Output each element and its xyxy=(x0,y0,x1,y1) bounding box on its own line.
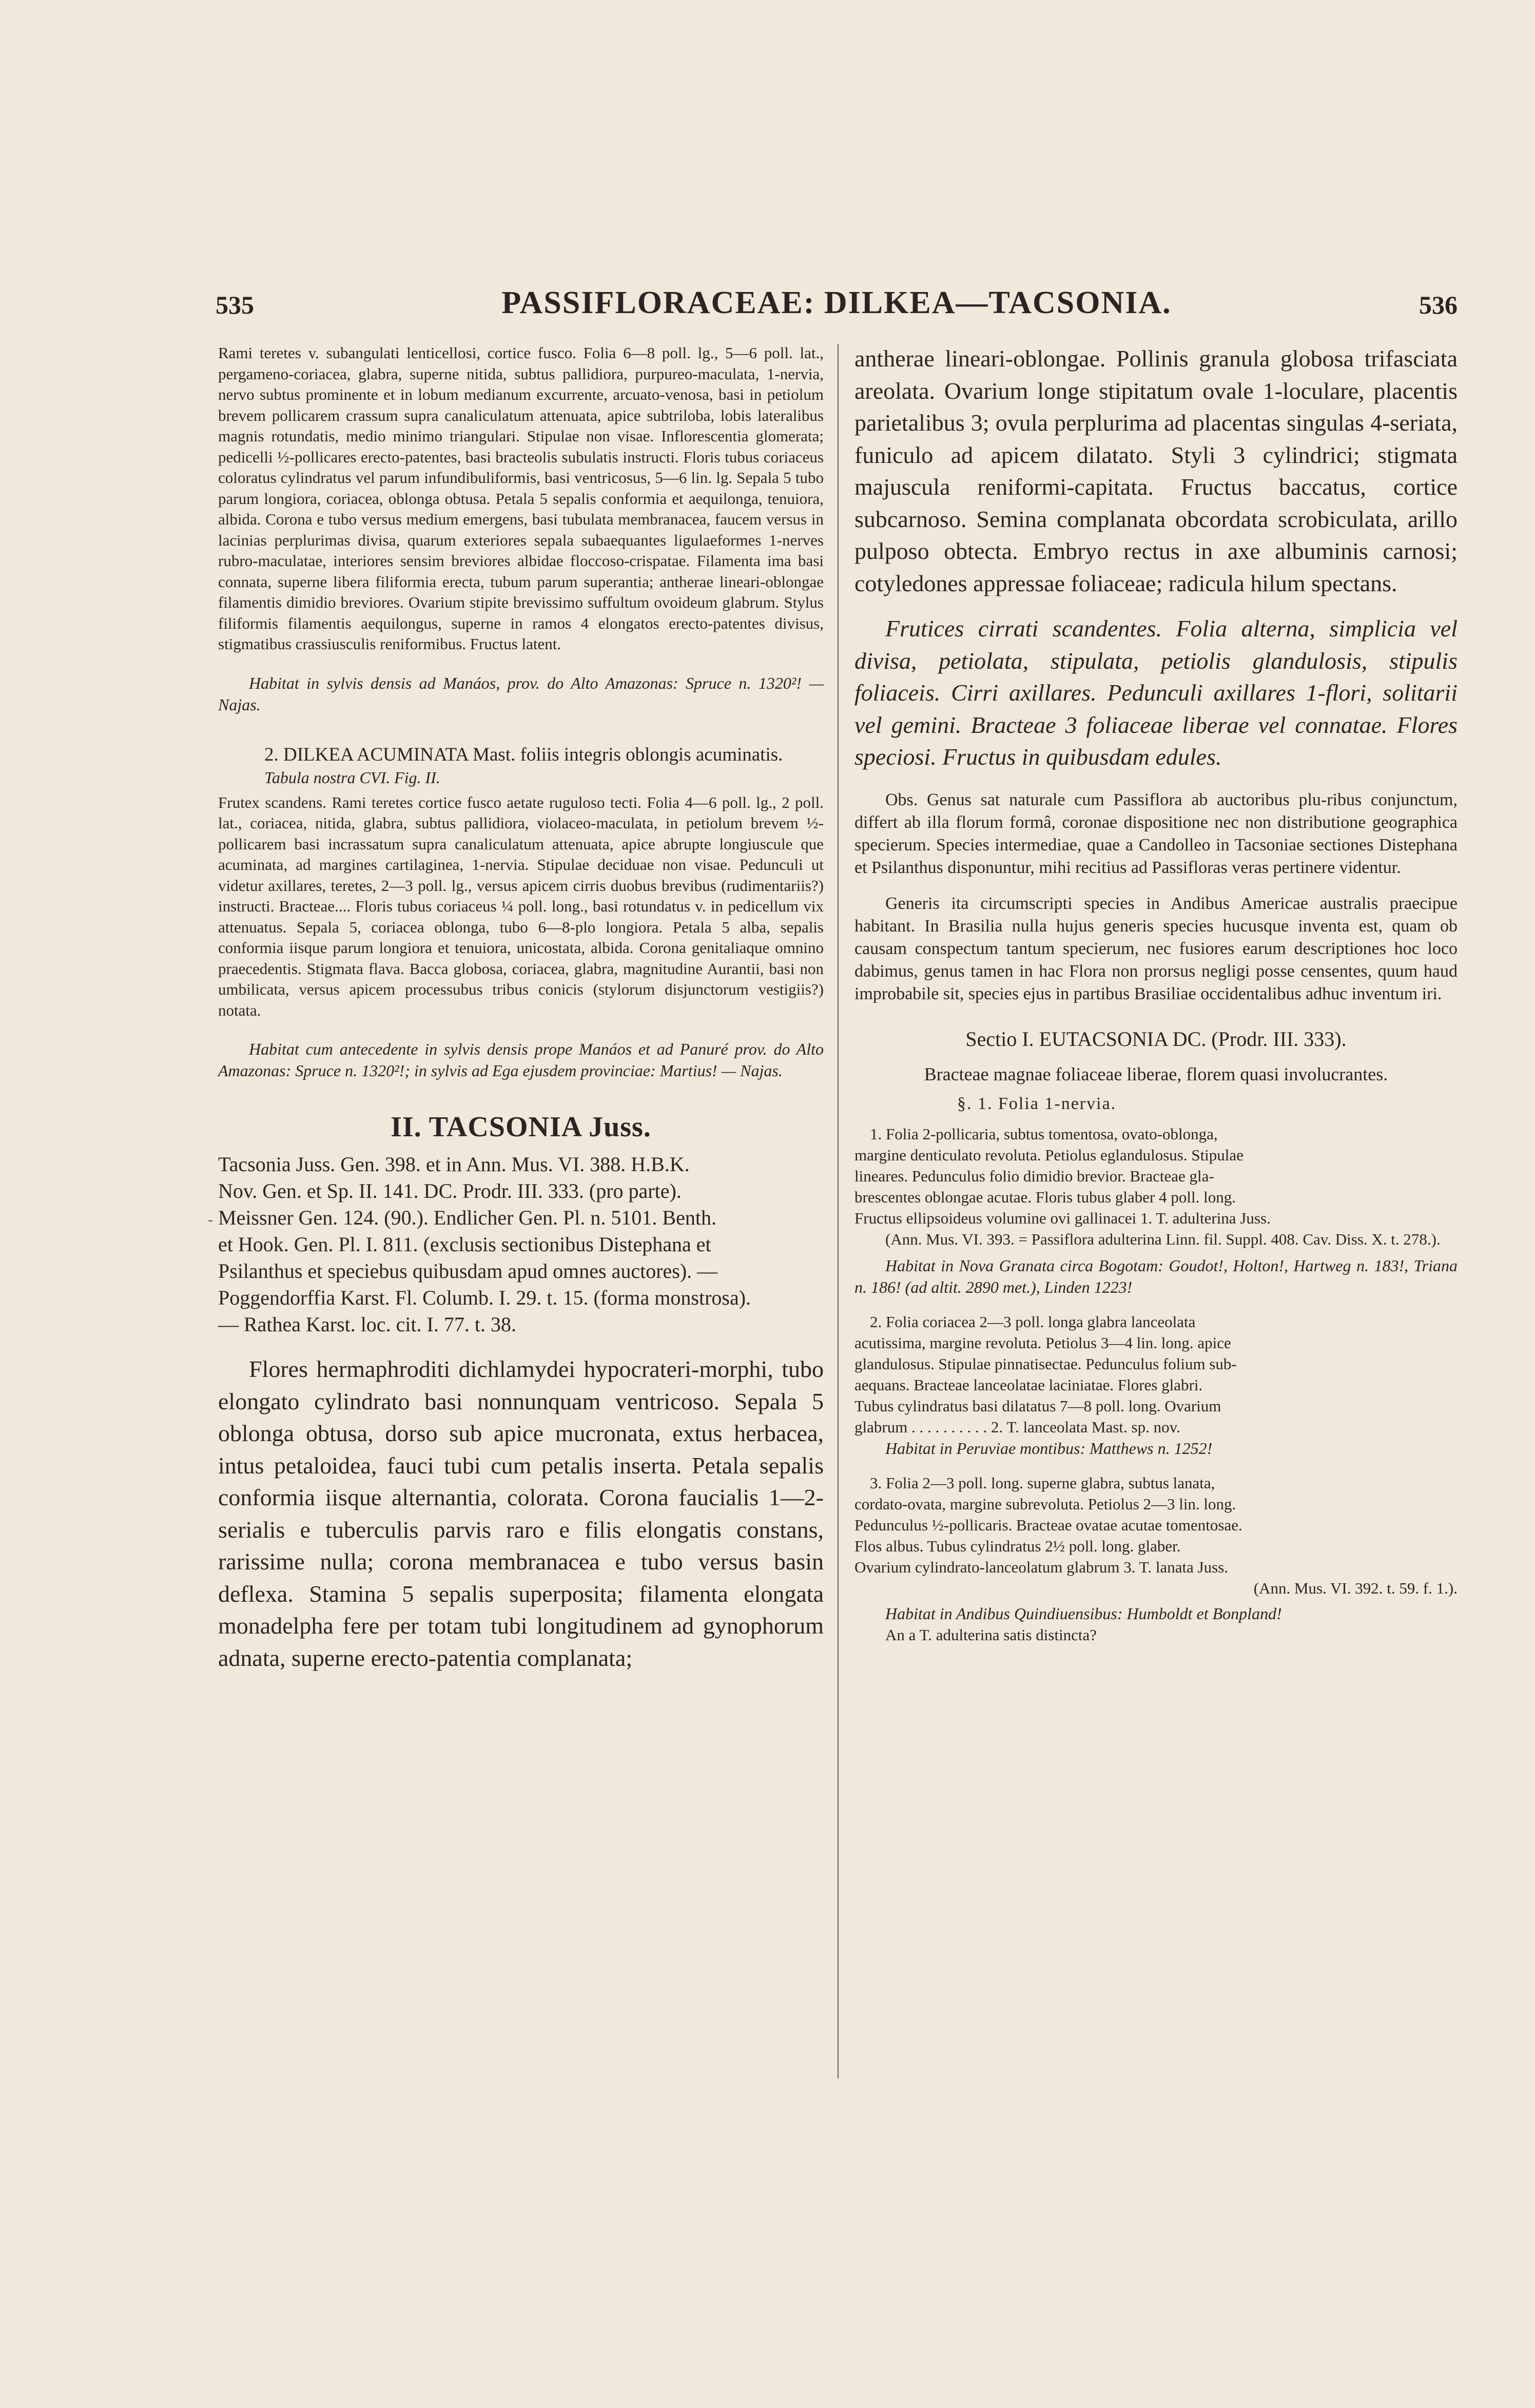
reference-line: et Hook. Gen. Pl. I. 811. (exclusis sectionibus Distephana et xyxy=(218,1233,711,1256)
key-line: 1. Folia 2-pollicaria, subtus tomentosa, ovato-oblonga, xyxy=(870,1124,1218,1143)
genus-diagnosis: Frutices cirrati scandentes. Folia alterna, simplicia vel divisa, petiolata, stipulata, petiolis glandulosis, stipulis foliaceis. Cirri axillares. Pedunculi axillares 1-flori, solitarii vel gemini. Bracteae 3 foliaceae liberae vel connatae. Flores speciosi. Fructus in quibusdam edules. xyxy=(854,615,1458,770)
key-line: cordato-ovata, margine subrevoluta. Petiolus 2—3 lin. long. xyxy=(854,1494,1236,1513)
habitat-note: Habitat cum antecedente in sylvis densis prope Manáos et ad Panuré prov. do Alto Amazonas: Spruce n. 1320²!; in sylvis ad Ega ejusdem provinciae: Martius! — Najas. xyxy=(218,1040,824,1080)
running-title: PASSIFLORACEAE: DILKEA—TACSONIA. xyxy=(501,285,1172,320)
key-line: Flos albus. Tubus cylindratus 2½ poll. long. glaber. xyxy=(854,1537,1181,1555)
reference-line: Psilanthus et speciebus quibusdam apud omnes auctores). — xyxy=(218,1259,718,1283)
subsection-heading: §. 1. Folia 1-nervia. xyxy=(957,1094,1117,1113)
page-number-left: 535 xyxy=(216,290,254,319)
key-reference: (Ann. Mus. VI. 393. = Passiflora adulterina Linn. fil. Suppl. 408. Cav. Diss. X. t. 278.). xyxy=(885,1230,1441,1248)
habitat-note: Habitat in Nova Granata circa Bogotam: Goudot!, Holton!, Hartweg n. 183!, Triana n. 186! (ad altit. 2890 met.), Linden 1223! xyxy=(854,1256,1458,1296)
habitat-note: Habitat in sylvis densis ad Manáos, prov. do Alto Amazonas: Spruce n. 1320²! — Najas. xyxy=(218,673,824,714)
key-line: lineares. Pedunculus folio dimidio brevior. Bracteae gla- xyxy=(854,1167,1214,1185)
key-line: margine denticulato revoluta. Petiolus eglandulosus. Stipulae xyxy=(854,1145,1243,1164)
species-key-entry xyxy=(854,1311,1458,1438)
reference-line: Poggendorffia Karst. Fl. Columb. I. 29. t. 15. (forma monstrosa). xyxy=(218,1286,751,1309)
observation-paragraph: Generis ita circumscripti species in Andibus Americae australis praecipue habitant. In Brasilia nulla hujus generis species hucusque inventa est, quam ob causam conspectum tantum specierum, nec fusiores earum descriptiones hoc loco dabimus, genus tamen in hac Flora non prorsus negligi posse censentes, quum haud improbabile sit, species ejus in partibus Brasiliae occidentalibus adhuc inventum iri. xyxy=(854,894,1458,1003)
key-line: brescentes oblongae acutae. Floris tubus glaber 4 poll. long. xyxy=(854,1188,1236,1206)
page-header xyxy=(216,285,1458,331)
reference-line: Meissner Gen. 124. (90.). Endlicher Gen. Pl. n. 5101. Benth. xyxy=(218,1206,716,1229)
key-line: 3. Folia 2—3 poll. long. superne glabra, subtus lanata, xyxy=(870,1473,1215,1492)
key-line: glandulosus. Stipulae pinnatisectae. Pedunculus folium sub- xyxy=(854,1354,1237,1373)
species-key-entry xyxy=(854,1472,1458,1599)
key-line: Ovarium cylindrato-lanceolatum glabrum 3. T. lanata Juss. xyxy=(854,1558,1229,1576)
dilkea-acuminata-description: Frutex scandens. Rami teretes cortice fusco aetate ruguloso tecti. Folia 4—6 poll. lg., 2 poll. lat., coriacea, nitida, glabra, subtus pallidiora, violaceo-maculata, in petiolum brevem ½-pollicarem basi incrassatum supra canaliculatum attenuata, apice abrupte longiuscule que acuminata, ad margines cartilaginea, 1-nervia. Stipulae deciduae non visae. Pedunculi ut videtur axillares, teretes, 2—3 poll. lg., versus apicem cirris duobus brevibus (rudimentariis?) instructi. Bracteae.... Floris tubus coriaceus ¼ poll. long., basi rotundatus v. in pedicellum vix attenuatus. Sepala 5, coriacea oblonga, tubo 6—8-plo longiora. Petala 5 alba, sepalis conformia iisque parum longiora et tenuiora, unicostata, albida. Corona genitaliaque omnino praecedentis. Stigmata flava. Bacca globosa, coriacea, glabra, magnitudine Aurantii, basi non umbilicata, versus apicem processubus tribus conicis (stylorum disjunctorum vestigiis?) notata. xyxy=(218,793,824,1019)
key-line: Tubus cylindratus basi dilatatus 7—8 poll. long. Ovarium xyxy=(854,1396,1221,1415)
right-column xyxy=(854,343,1458,1645)
genus-description: Flores hermaphroditi dichlamydei hypocrateri-morphi, tubo elongato cylindrato basi nonnunquam ventricoso. Sepala 5 oblonga obtusa, dorso sub apice mucronata, extus herbacea, intus petaloidea, fauci tubi cum petalis inserta. Petala sepalis conformia iisque alternantia, colorata. Corona faucialis 1—2-serialis e tuberculis parvis raro e filis elongatis constans, rarissime nulla; corona membranacea e tubo versus basin deflexa. Stamina 5 sepalis superposita; filamenta elongata monadelpha fere per totam tubi longitudinem ad gynophorum adnata, superne erecto-patentia complanata; xyxy=(218,1356,824,1671)
margin-mark: - xyxy=(208,1211,213,1228)
species-heading: 2. DILKEA ACUMINATA Mast. foliis integris oblongis acuminatis. xyxy=(264,744,783,765)
plate-reference: Tabula nostra CVI. Fig. II. xyxy=(264,768,440,787)
species-key-entry xyxy=(854,1123,1458,1229)
key-line: Fructus ellipsoideus volumine ovi gallinacei 1. T. adulterina Juss. xyxy=(854,1209,1271,1227)
habitat-note: Habitat in Peruviae montibus: Matthews n. 1252! xyxy=(885,1439,1213,1458)
reference-line: Tacsonia Juss. Gen. 398. et in Ann. Mus. VI. 388. H.B.K. xyxy=(218,1153,690,1176)
left-column xyxy=(218,343,824,1674)
genus-references xyxy=(218,1151,824,1338)
key-line: Pedunculus ½-pollicaris. Bracteae ovatae acutae tomentosae. xyxy=(854,1516,1242,1534)
genus-heading: II. TACSONIA Juss. xyxy=(391,1111,651,1143)
page-number-right: 536 xyxy=(1419,290,1458,319)
key-line: 2. Folia coriacea 2—3 poll. longa glabra lanceolata xyxy=(870,1312,1196,1331)
key-reference: (Ann. Mus. VI. 392. t. 59. f. 1.). xyxy=(1253,1579,1458,1597)
genus-description-continued: antherae lineari-oblongae. Pollinis granula globosa trifasciata areolata. Ovarium longe stipitatum ovale 1-loculare, placentis parietalibus 3; ovula perplurima ad placentas singulas 4-seriata, funiculo ad apicem dilatato. Styli 3 cylindrici; stigmata majuscula reniformi-capitata. Fructus baccatus, cortice subcarnoso. Semina complanata obcordata scrobiculata, arillo pulposo obtecta. Embryo rectus in axe albuminis carnosi; cotyledones appressae foliaceae; radicula hilum spectans. xyxy=(854,345,1458,596)
closing-query: An a T. adulterina satis distincta? xyxy=(885,1625,1097,1644)
section-description: Bracteae magnae foliaceae liberae, florem quasi involucrantes. xyxy=(924,1063,1388,1084)
dilkea-description: Rami teretes v. subangulati lenticellosi, cortice fusco. Folia 6—8 poll. lg., 5—6 poll. lat., pergameno-coriacea, glabra, superne nitida, subtus pallidiora, purpureo-maculata, 1-nervia, nervo subtus prominente et in lobum medianum excurrente, arcuato-venosa, basi in petiolum brevem pollicarem crassum supra canaliculatum attenuata, apice subtriloba, lobis lateralibus magnis rotundatis, medio minimo triangulari. Stipulae non visae. Inflorescentia glomerata; pedicelli ½-pollicares erecto-patentes, basi bracteolis subulatis instructi. Floris tubus coriaceus coloratus cylindratus vel parum infundibuliformis, basi ventricosus, 5—6 lin. lg. Sepala 5 tubo parum longiora, coriacea, oblonga obtusa. Petala 5 sepalis conformia et aequilonga, tenuiora, albida. Corona e tubo versus medium emergens, basi tubulata membranacea, faucem versus in lacinias perplurimas divisa, quarum exteriores sepala subaequantes ligulaeformes 1-nerves rubro-maculatae, interiores sensim breviores albidae floccoso-crispatae. Filamenta ima basi connata, superne libera filiformia erecta, tubum parum superantia; antherae lineari-oblongae filamentis dimidio breviores. Ovarium stipite brevissimo suffultum ovoideum glabrum. Stylus filiformis filamentis aequilongus, superne in ramos 4 elongatos erecto-patentes divisus, stigmatibus crassiusculis reniformibus. Fructus latent. xyxy=(218,344,824,653)
key-line: aequans. Bracteae lanceolatae laciniatae. Flores glabri. xyxy=(854,1375,1203,1394)
observation-paragraph: Obs. Genus sat naturale cum Passiflora ab auctoribus plu-ribus conjunctum, differt ab illa florum formâ, coronae dispositione nec non distributione geographica specierum. Species intermediae, quae a Candolleo in Tacsoniae sectiones Distephana et Psilanthus disponuntur, mihi recitius ad Passifloras veras pertinere videntur. xyxy=(854,790,1458,877)
reference-line: — Rathea Karst. loc. cit. I. 77. t. 38. xyxy=(218,1313,516,1336)
habitat-note: Habitat in Andibus Quindiuensibus: Humboldt et Bonpland! xyxy=(885,1604,1282,1623)
column-divider xyxy=(838,344,839,2079)
section-heading: Sectio I. EUTACSONIA DC. (Prodr. III. 333). xyxy=(965,1027,1347,1051)
key-line: glabrum . . . . . . . . . . 2. T. lanceolata Mast. sp. nov. xyxy=(854,1417,1180,1436)
reference-line: Nov. Gen. et Sp. II. 141. DC. Prodr. III. 333. (pro parte). xyxy=(218,1179,682,1202)
key-line: acutissima, margine revoluta. Petiolus 3—4 lin. long. apice xyxy=(854,1333,1231,1352)
